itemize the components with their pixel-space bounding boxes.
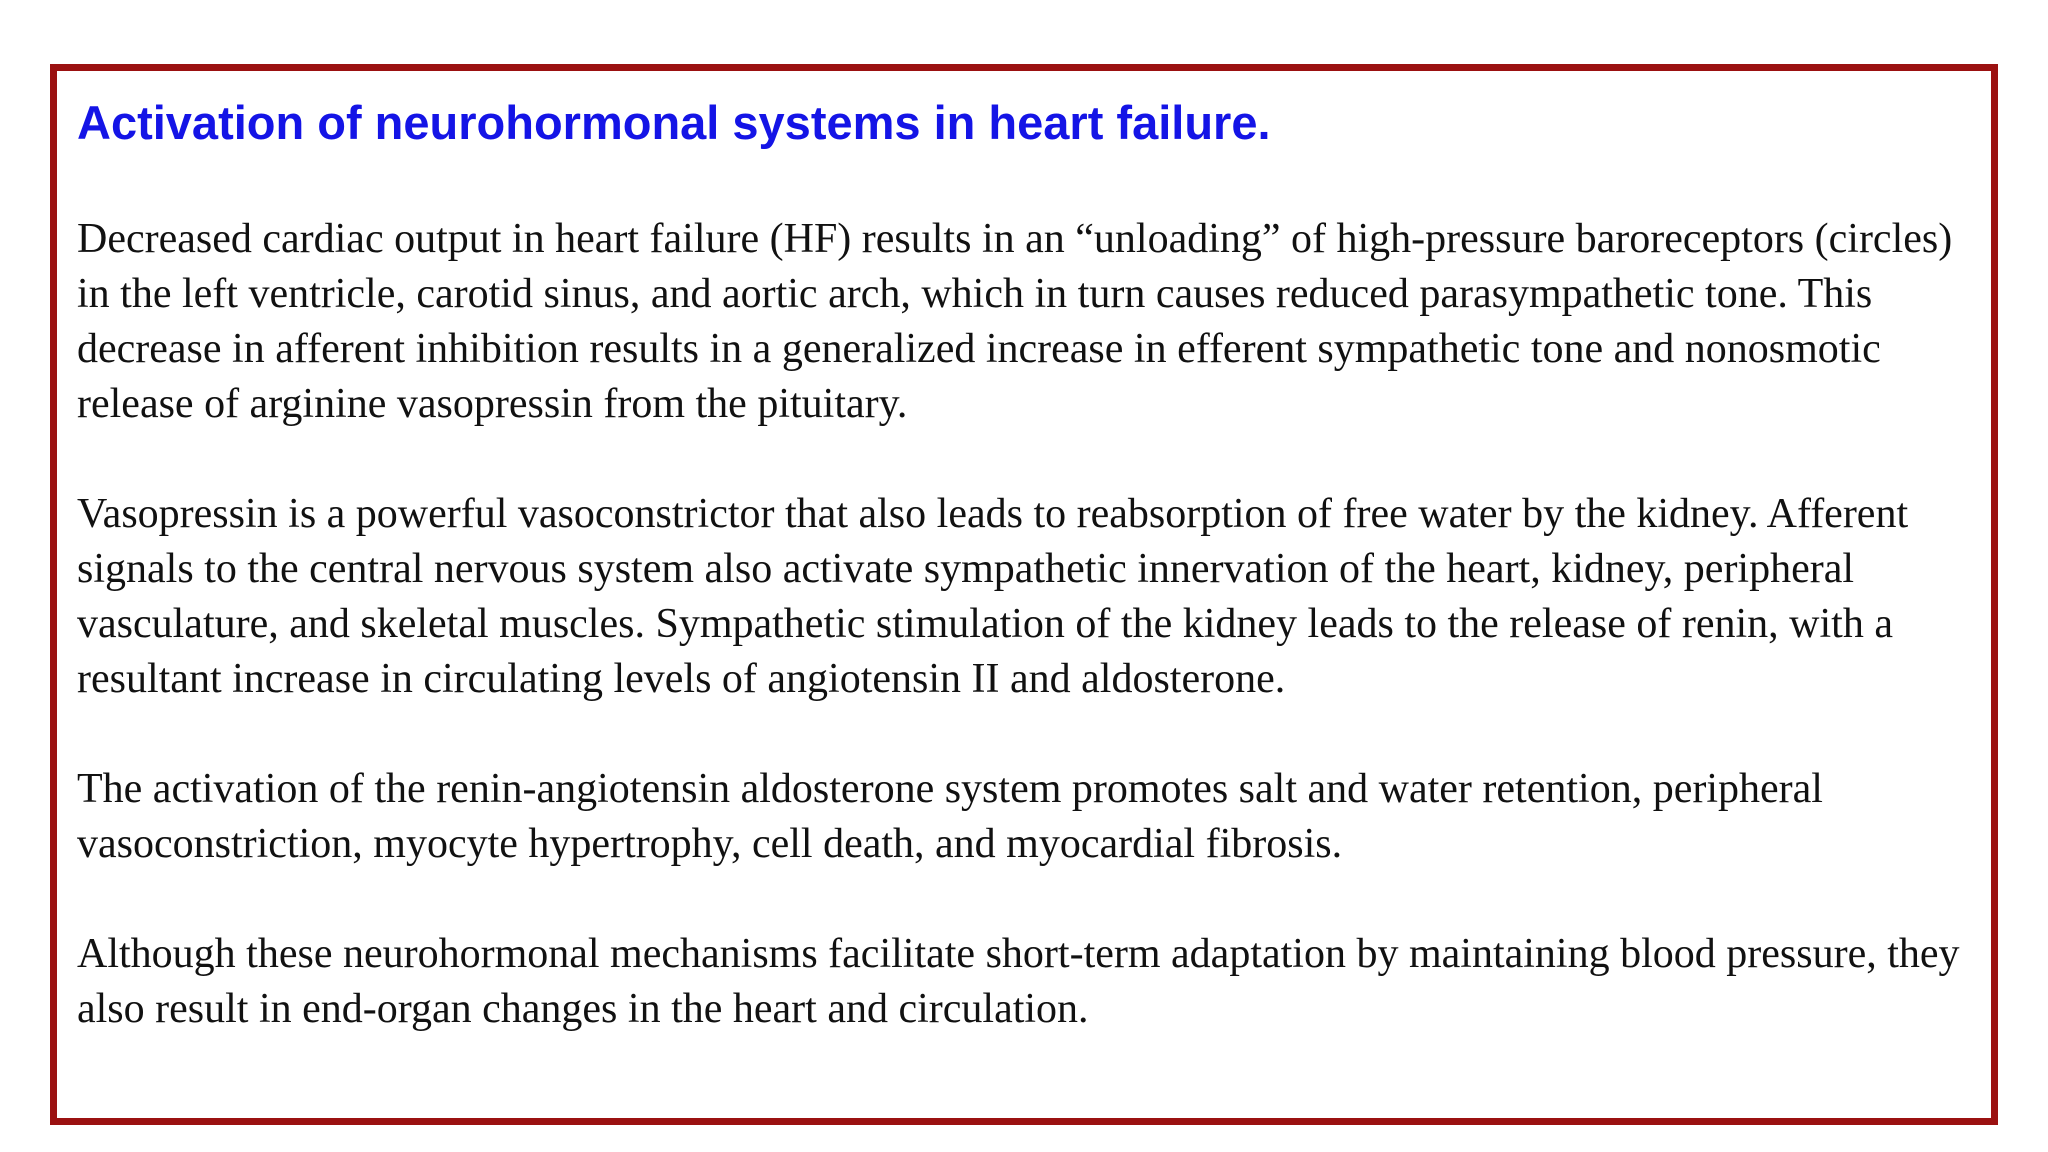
paragraph-baroreceptors: Decreased cardiac output in heart failure (HF) results in an “unloading” of high-pressure baroreceptors (circles) in the left ventricle, carotid sinus, and aortic arch, which in turn causes reduced parasympathetic tone. This decrease in afferent inhibition results in a generalized increase in efferent sympathetic tone and nonosmotic release of arginine vasopressin from the pituitary. — [77, 216, 1953, 427]
paragraph-adaptation: Although these neurohormonal mechanisms facilitate short-term adaptation by maintaining blood pressure, they also result in end-organ changes in the heart and circulation. — [77, 931, 1960, 1032]
slide-body — [77, 212, 1977, 1037]
slide-frame — [50, 64, 1998, 1125]
slide-title: Activation of neurohormonal systems in heart failure. — [77, 96, 1271, 149]
paragraph-vasopressin: Vasopressin is a powerful vasoconstrictor that also leads to reabsorption of free water by the kidney. Afferent signals to the central nervous system also activate sympathetic innervation of the heart, kidney, peripheral vasculature, and skeletal muscles. Sympathetic stimulation of the kidney leads to the release of renin, with a resultant increase in circulating levels of angiotensin II and aldosterone. — [77, 491, 1909, 702]
paragraph-raas: The activation of the renin-angiotensin aldosterone system promotes salt and water retention, peripheral vasoconstriction, myocyte hypertrophy, cell death, and myocardial fibrosis. — [77, 766, 1823, 867]
